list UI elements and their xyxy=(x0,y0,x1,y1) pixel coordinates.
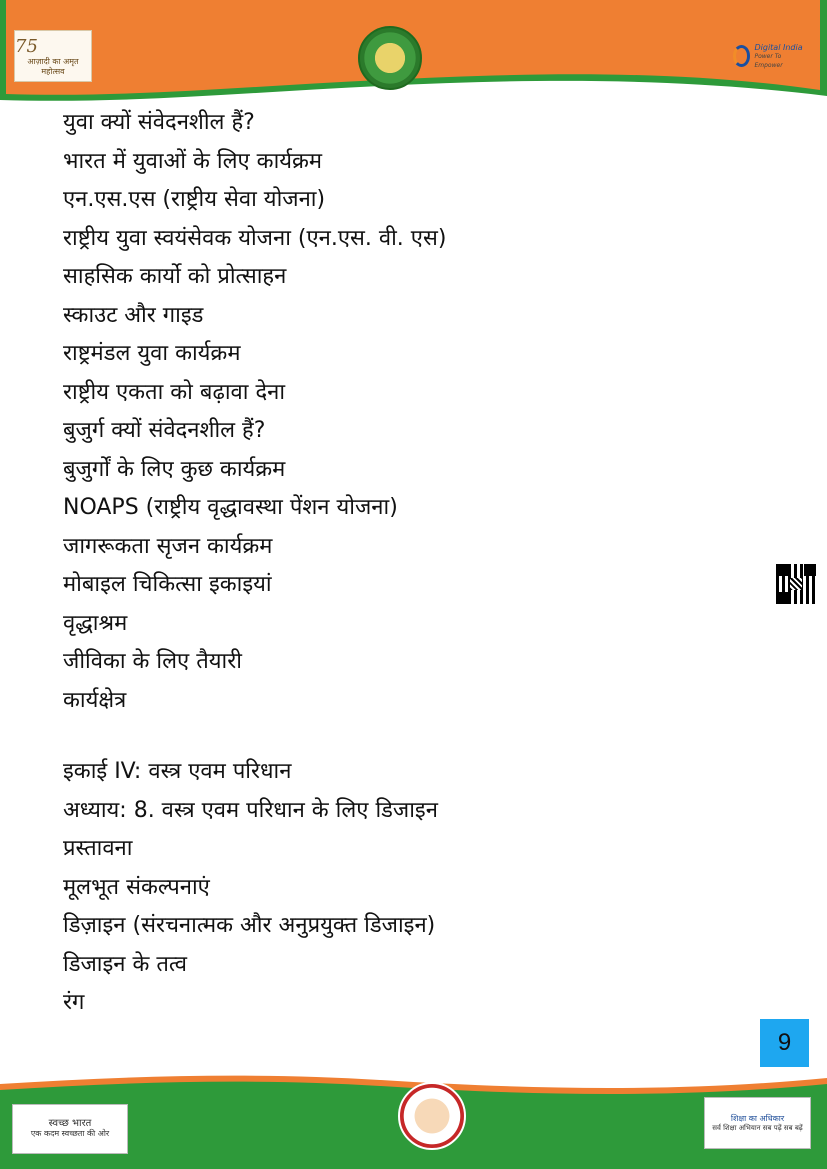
shiksha-logo-tagline: सर्व शिक्षा अभियान सब पढ़ें सब बढ़ें xyxy=(712,1124,803,1132)
topic-line: भारत में युवाओं के लिए कार्यक्रम xyxy=(63,148,323,174)
digital-india-mark-icon xyxy=(733,45,750,67)
topic-line: बुजुर्गों के लिए कुछ कार्यक्रम xyxy=(63,456,286,482)
shiksha-logo-title: शिक्षा का अधिकार xyxy=(730,1114,785,1123)
beti-bachao-beti-padhao-logo-icon xyxy=(398,1082,466,1150)
qr-code-icon[interactable] xyxy=(776,564,816,604)
topic-line: रंग xyxy=(63,990,85,1015)
topic-line: स्काउट और गाइड xyxy=(63,302,204,328)
topic-line: राष्ट्रीय एकता को बढ़ावा देना xyxy=(63,379,286,405)
topic-line: जीविका के लिए तैयारी xyxy=(63,649,242,674)
topic-line: बुजुर्ग क्यों संवेदनशील हैं? xyxy=(63,418,266,443)
topic-line: डिज़ाइन (संरचनात्मक और अनुप्रयुक्त डिजाइन) xyxy=(63,913,436,938)
digital-india-title: Digital India xyxy=(754,42,803,52)
topic-line: मोबाइल चिकित्सा इकाइयां xyxy=(63,572,272,597)
topic-list-block-1 xyxy=(63,104,743,720)
page-number-badge: 9 xyxy=(760,1019,809,1067)
topic-line: कार्यक्षेत्र xyxy=(63,687,127,713)
topic-line: अध्याय: 8. वस्त्र एवम परिधान के लिए डिजाइन xyxy=(63,797,438,823)
swachh-bharat-logo xyxy=(12,1104,128,1154)
topic-line: युवा क्यों संवेदनशील हैं? xyxy=(63,110,255,135)
school-emblem-icon xyxy=(358,26,422,90)
azadi-logo-number: 75 xyxy=(15,35,38,57)
topic-line: डिजाइन के तत्व xyxy=(63,951,187,977)
azadi-ka-amrit-mahotsav-logo xyxy=(14,30,92,82)
azadi-logo-text: आज़ादी का अमृत महोत्सव xyxy=(27,56,79,76)
topic-line: इकाई IV: वस्त्र एवम परिधान xyxy=(63,759,292,784)
digital-india-logo xyxy=(733,42,809,70)
swachh-bharat-tagline: एक कदम स्वच्छता की ओर xyxy=(30,1129,110,1138)
topic-line: प्रस्तावना xyxy=(63,836,133,861)
topic-line: राष्ट्रमंडल युवा कार्यक्रम xyxy=(63,341,241,366)
topic-line: राष्ट्रीय युवा स्वयंसेवक योजना (एन.एस. वी. एस) xyxy=(63,225,447,251)
topic-list-block-2 xyxy=(63,753,743,1023)
topic-line: जागरूकता सृजन कार्यक्रम xyxy=(63,533,273,559)
shiksha-ka-adhikar-logo xyxy=(704,1097,811,1149)
topic-line: साहसिक कार्यो को प्रोत्साहन xyxy=(63,264,287,289)
swachh-bharat-title: स्वच्छ भारत xyxy=(48,1118,92,1129)
digital-india-tagline: Power To Empower xyxy=(754,52,783,69)
topic-line: वृद्धाश्रम xyxy=(63,610,128,636)
topic-line: एन.एस.एस (राष्ट्रीय सेवा योजना) xyxy=(63,187,326,212)
block-spacer xyxy=(63,720,743,753)
syllabus-content xyxy=(63,104,743,1023)
topic-line: मूलभूत संकल्पनाएं xyxy=(63,874,210,900)
topic-line: NOAPS (राष्ट्रीय वृद्धावस्था पेंशन योजना) xyxy=(63,495,398,520)
